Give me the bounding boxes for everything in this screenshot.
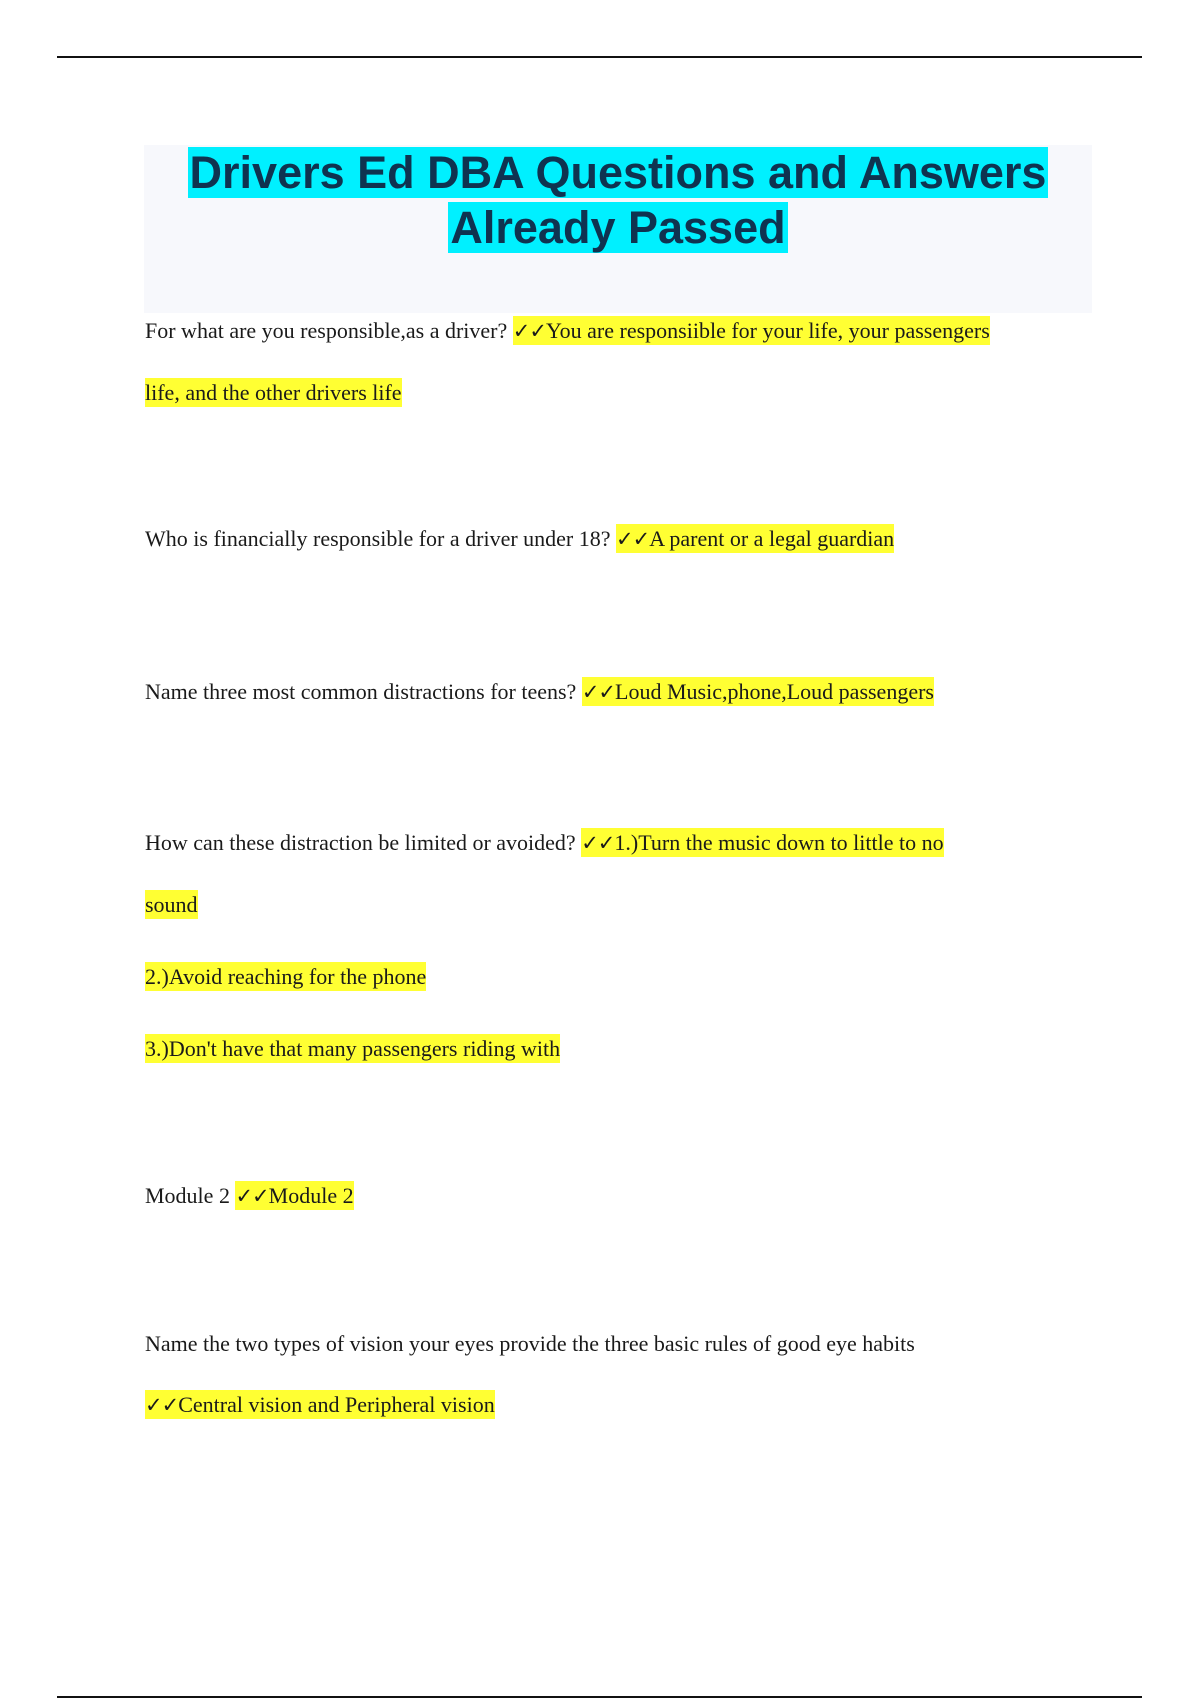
- double-check-icon: ✓✓: [581, 680, 616, 704]
- question-text: How can these distraction be limited or avoided?: [145, 830, 576, 855]
- answer-highlight: [145, 1390, 495, 1419]
- answer-highlight: [582, 677, 934, 706]
- answer-text: A parent or a legal guardian: [649, 526, 895, 551]
- answer-step-2: 2.)Avoid reaching for the phone: [145, 964, 427, 989]
- answer-text-continued: sound: [145, 892, 198, 917]
- header-rule: [57, 56, 1142, 58]
- answer-text-continued: life, and the other drivers life: [145, 380, 402, 405]
- double-check-icon: ✓✓: [235, 1184, 269, 1208]
- answer-text: Central vision and Peripheral vision: [178, 1392, 495, 1417]
- qa-item-1: [145, 300, 1085, 423]
- question-text: Name three most common distractions for teens?: [145, 679, 577, 704]
- qa-item-6: [145, 1313, 1085, 1436]
- answer-highlight: [235, 1181, 353, 1210]
- double-check-icon: ✓✓: [145, 1393, 179, 1417]
- question-text: Name the two types of vision your eyes provide the three basic rules of good eye habits: [145, 1331, 915, 1356]
- answer-step-3: 3.)Don't have that many passengers riding with: [145, 1036, 561, 1061]
- document-title: [144, 145, 1092, 200]
- qa-item-5: [145, 1165, 1085, 1227]
- qa-item-2: [145, 508, 1085, 570]
- answer-highlight: [513, 316, 990, 345]
- title-line-2: Already Passed: [450, 202, 786, 253]
- footer-rule: [57, 1696, 1142, 1698]
- answer-highlight: [581, 828, 943, 857]
- qa-item-3: [145, 661, 1085, 723]
- question-text: Module 2: [145, 1183, 230, 1208]
- double-check-icon: ✓✓: [512, 319, 546, 343]
- answer-text: Loud Music,phone,Loud passengers: [615, 679, 934, 704]
- qa-item-4: [145, 812, 1085, 1079]
- answer-text: You are responsiible for your life, your passengers: [545, 318, 990, 343]
- double-check-icon: ✓✓: [581, 831, 615, 855]
- answer-text: 1.)Turn the music down to little to no: [614, 830, 944, 855]
- question-text: Who is financially responsible for a driver under 18?: [145, 526, 611, 551]
- answer-text: Module 2: [268, 1183, 354, 1208]
- double-check-icon: ✓✓: [616, 527, 650, 551]
- answer-highlight: [616, 524, 894, 553]
- title-line-1: Drivers Ed DBA Questions and Answers: [189, 147, 1047, 198]
- question-text: For what are you responsible,as a driver?: [145, 318, 508, 343]
- title-block: [144, 145, 1092, 313]
